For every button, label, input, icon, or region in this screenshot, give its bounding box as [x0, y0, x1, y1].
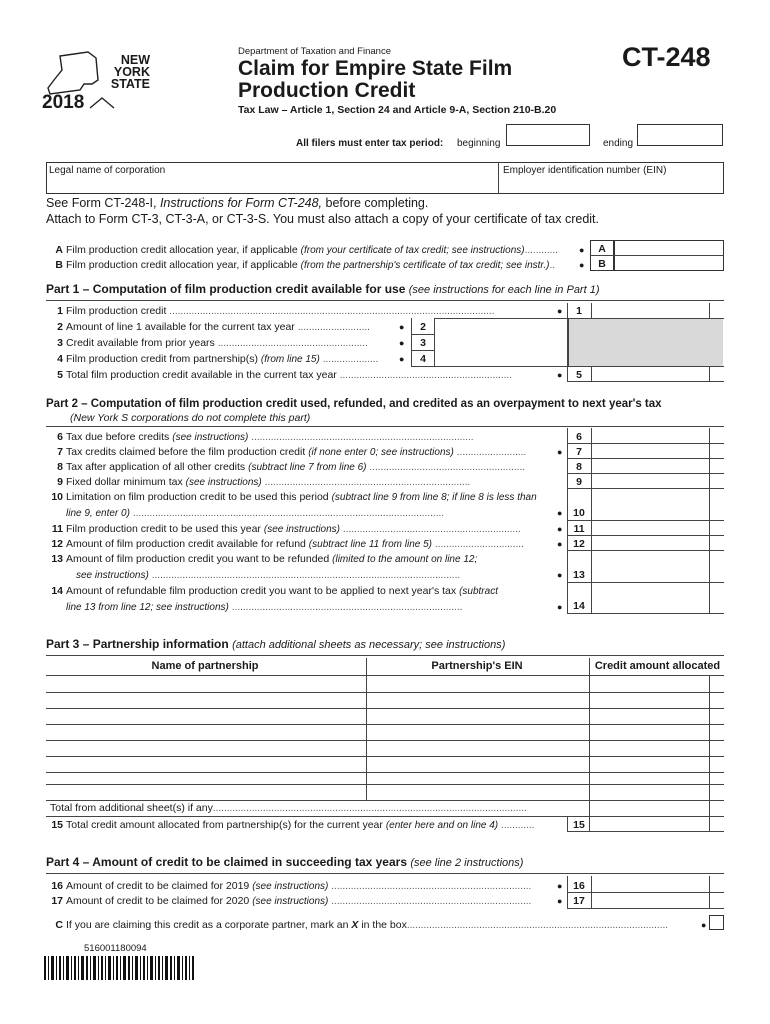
state-name-line3: STATE	[110, 77, 150, 91]
line14-amount-field[interactable]	[592, 583, 708, 613]
part4-line17	[46, 895, 558, 907]
leader-dots: ................................................................	[342, 524, 521, 535]
leader-dots: ...................................................................................	[231, 602, 463, 613]
line-text: If you are claiming this credit as a corporate partner, mark an	[66, 919, 349, 931]
allocation-line-b	[46, 259, 586, 271]
total-additional-sheets	[50, 802, 586, 814]
leader-dots: ............	[501, 820, 535, 831]
instructions-line2: Attach to Form CT-3, CT-3-A, or CT-3-S. You must also attach a copy of your certificate of tax credit.	[46, 212, 599, 226]
form-title-line2: Production Credit	[238, 79, 416, 102]
line13-box-number: 13	[573, 569, 585, 581]
bullet-icon: ●	[701, 920, 707, 930]
part1-line1	[46, 305, 558, 317]
line-text: Amount of film production credit you want to be refunded	[66, 553, 330, 565]
allocation-dots-a: ............	[524, 245, 558, 256]
part2-line7	[46, 446, 563, 458]
line-note: (from line 15)	[260, 354, 320, 365]
bullet-icon: ●	[557, 539, 563, 549]
leader-dots: ......................................................	[217, 338, 368, 349]
line-number: 1	[57, 305, 63, 317]
leader-dots: ................................	[434, 539, 524, 550]
table-row-rule	[567, 831, 724, 832]
part2-line14	[46, 585, 560, 597]
line-text: Amount of refundable film production credit you want to be applied to next year's tax	[66, 585, 457, 597]
bullet-icon: ●	[399, 322, 405, 332]
line-number: 10	[51, 491, 63, 503]
table-row[interactable]	[47, 741, 723, 756]
line-note: (subtract line 11 from line 5)	[308, 539, 432, 550]
line4-amount-field[interactable]	[435, 351, 566, 366]
line-number: 5	[57, 369, 63, 381]
table-row[interactable]	[47, 676, 723, 692]
line-text: Amount of credit to be claimed for 2020	[66, 895, 250, 907]
line-number: 12	[51, 538, 63, 550]
state-name-line1: NEW	[120, 53, 150, 67]
part1-line4	[46, 353, 396, 365]
line17-box-number: 17	[573, 895, 585, 907]
barcode-number: 516001180094	[84, 943, 147, 954]
bullet-icon: ●	[557, 896, 563, 906]
line-number: C	[55, 919, 63, 931]
allocation-divider	[590, 255, 614, 256]
part4-rule	[46, 873, 724, 874]
beginning-label: beginning	[457, 138, 501, 149]
bullet-icon: ●	[557, 306, 563, 316]
leader-dots: ........................................................................	[331, 896, 532, 907]
line2-box-number: 2	[420, 321, 426, 333]
line3-amount-field[interactable]	[435, 335, 566, 350]
line15-amount-field[interactable]	[592, 817, 708, 831]
line-number: 13	[51, 553, 63, 565]
leader-dots: .....................................................................................................................	[169, 306, 495, 317]
line15-box-number: 15	[573, 819, 585, 831]
line-text: Tax after application of all other credits	[66, 461, 246, 473]
line10-box-number: 10	[573, 507, 585, 519]
line-note: (limited to the amount on line 12;	[332, 554, 478, 565]
line-note: (see instructions)	[252, 881, 329, 892]
state-name	[96, 54, 150, 90]
bullet-icon: ●	[557, 602, 563, 612]
bullet-icon: ●	[557, 370, 563, 380]
line5-amount-field[interactable]	[592, 367, 708, 381]
line-text-x: X	[351, 919, 359, 931]
line7-box-number: 7	[576, 446, 582, 458]
line-note: (see instructions)	[172, 432, 249, 443]
leader-dots: .........................	[456, 447, 527, 458]
line16-box-number: 16	[573, 880, 585, 892]
total-additional-label: Total from additional sheet(s) if any	[50, 802, 213, 814]
line-text: Amount of line 1 available for the current tax year	[66, 321, 295, 333]
line9-amount-field[interactable]	[592, 474, 708, 488]
line1-box-number: 1	[576, 305, 582, 317]
line13-amount-field[interactable]	[592, 551, 708, 582]
line12-box-number: 12	[573, 538, 585, 550]
line-number: 6	[57, 431, 63, 443]
part3-line15	[46, 819, 562, 831]
part2-row-rule	[567, 613, 724, 614]
line10-amount-field[interactable]	[592, 489, 708, 520]
line-number: 9	[57, 476, 63, 488]
table-row[interactable]	[47, 709, 723, 724]
underline-swoosh	[88, 96, 116, 110]
form-number: CT-248	[622, 42, 711, 72]
leader-dots: ................................................................................	[251, 432, 474, 443]
line-note: (enter here and on line 4)	[385, 820, 499, 831]
ending-date-field[interactable]	[637, 124, 723, 146]
line-text: Total film production credit available in the current tax year	[66, 369, 337, 381]
allocation-note-b: (from the partnership's certificate of tax credit; see instr.)	[300, 260, 550, 271]
line-text: Total credit amount allocated from partnership(s) for the current year	[66, 819, 383, 831]
allocation-text-b: Film production credit allocation year, if applicable	[66, 259, 298, 271]
instructions-line1	[46, 196, 428, 210]
legal-name-label: Legal name of corporation	[49, 165, 166, 176]
line15-num-left	[567, 816, 568, 831]
instructions-line1-post: before completing.	[325, 196, 429, 210]
line-text: Film production credit	[66, 305, 167, 317]
line6-box-number: 6	[576, 431, 582, 443]
line8-box-number: 8	[576, 461, 582, 473]
line-text: Tax credits claimed before the film production credit	[66, 446, 306, 458]
part2-line10	[46, 491, 560, 503]
department-name: Department of Taxation and Finance	[238, 46, 391, 57]
line-note: (if none enter 0; see instructions)	[308, 447, 454, 458]
part2-line8	[46, 461, 560, 473]
part4-heading	[46, 855, 523, 869]
tax-law-reference: Tax Law – Article 1, Section 24 and Article 9-A, Section 210-B.20	[238, 104, 557, 116]
leader-dots: ..........................	[297, 322, 370, 333]
line7-amount-field[interactable]	[592, 444, 708, 458]
line2-amount-field[interactable]	[435, 319, 566, 334]
line-note: (subtract	[459, 586, 498, 597]
col-header-name: Name of partnership	[151, 660, 259, 672]
part1-title: Part 1 – Computation of film production credit available for use	[46, 282, 406, 296]
table-row[interactable]	[47, 693, 723, 708]
col-header-amount: Credit amount allocated	[594, 660, 721, 672]
line-number: 3	[57, 337, 63, 349]
part4-row-rule	[567, 908, 724, 909]
allocation-code-a: A	[55, 244, 63, 256]
part4-subtitle: (see line 2 instructions)	[410, 857, 524, 869]
identity-divider	[498, 162, 499, 194]
allocation-note-a: (from your certificate of tax credit; see instructions)	[300, 245, 525, 256]
part2-line10-cont	[66, 507, 558, 519]
line-note: (subtract line 7 from line 6)	[248, 462, 367, 473]
tax-period-label: All filers must enter tax period:	[296, 138, 444, 149]
line-note: (subtract line 9 from line 8; if line 8 is less than	[331, 492, 537, 503]
line11-box-number: 11	[573, 523, 585, 535]
bullet-icon: ●	[557, 447, 563, 457]
line-number: 7	[57, 446, 63, 458]
table-row[interactable]	[47, 785, 723, 800]
form-title-line1: Claim for Empire State Film	[238, 57, 513, 80]
bullet-icon: ●	[399, 354, 405, 364]
allocation-line-a	[46, 244, 586, 256]
allocation-box-label-b: B	[598, 258, 606, 270]
leader-dots: ........................................................................	[331, 881, 532, 892]
leader-dots: .................................................................................................................	[212, 803, 527, 814]
line17-amount-field[interactable]	[592, 893, 708, 908]
bullet-icon: ●	[557, 881, 563, 891]
part4-lineC	[46, 919, 698, 931]
line-number: 2	[57, 321, 63, 333]
part4-line16	[46, 880, 558, 892]
leader-dots: ..............................................................	[339, 370, 512, 381]
col-header-ein: Partnership's EIN	[431, 660, 523, 672]
part2-line12	[46, 538, 563, 550]
allocation-text-a: Film production credit allocation year, if applicable	[66, 244, 298, 256]
line-number: 8	[57, 461, 63, 473]
line5-box-number: 5	[576, 369, 582, 381]
leader-dots: ................................................................................................................	[132, 508, 445, 519]
corporate-partner-checkbox[interactable]	[709, 915, 724, 930]
bullet-icon: ●	[579, 245, 585, 255]
part1-row-rule	[411, 334, 434, 335]
state-name-line2: YORK	[113, 65, 150, 79]
line6-amount-field[interactable]	[592, 429, 708, 443]
part1-line2	[46, 321, 396, 333]
line-number: 4	[57, 353, 63, 365]
form-title	[238, 58, 512, 102]
part1-subtitle: (see instructions for each line in Part 1)	[408, 284, 600, 296]
line-note: (see instructions)	[185, 477, 262, 488]
part1-rule	[46, 300, 724, 301]
part2-line13	[46, 553, 560, 565]
line11-amount-field[interactable]	[592, 521, 708, 535]
line-number: 16	[51, 880, 63, 892]
line1-amount-field[interactable]	[592, 304, 708, 317]
form-year: 2018	[42, 92, 85, 113]
line-note: (see instructions)	[252, 896, 329, 907]
line8-amount-field[interactable]	[592, 459, 708, 473]
line-note: (see instructions)	[263, 524, 340, 535]
allocation-year-b-field[interactable]	[615, 256, 723, 270]
line-note-cont: see instructions)	[76, 570, 149, 581]
part2-rule	[46, 426, 724, 427]
part1-inner-col	[411, 318, 412, 366]
leader-dots: ..........................................................................	[264, 477, 471, 488]
total-additional-amount-field[interactable]	[590, 801, 708, 816]
part1-shaded-area	[568, 318, 723, 366]
part2-heading	[46, 398, 662, 410]
bullet-icon: ●	[557, 508, 563, 518]
part3-title: Part 3 – Partnership information	[46, 637, 229, 651]
line9-box-number: 9	[576, 476, 582, 488]
bullet-icon: ●	[399, 338, 405, 348]
line16-amount-field[interactable]	[592, 877, 708, 892]
instructions-line1-pre: See Form CT-248-I,	[46, 196, 157, 210]
ein-label: Employer identification number (EIN)	[503, 165, 667, 176]
barcode	[44, 956, 194, 980]
line-text: Credit available from prior years	[66, 337, 215, 349]
allocation-dots-b: ..	[549, 260, 556, 271]
ein-field[interactable]	[500, 176, 722, 193]
part4-title: Part 4 – Amount of credit to be claimed in succeeding tax years	[46, 855, 407, 869]
line-number: 15	[51, 819, 63, 831]
line-text: Amount of film production credit available for refund	[66, 538, 306, 550]
line-text: Film production credit from partnership(s)	[66, 353, 258, 365]
allocation-year-a-field[interactable]	[615, 241, 723, 255]
line-text: Fixed dollar minimum tax	[66, 476, 183, 488]
line4-box-number: 4	[420, 353, 426, 365]
part2-subtitle: (New York S corporations do not complete this part)	[70, 412, 311, 424]
table-row[interactable]	[47, 725, 723, 740]
line-number: 11	[51, 523, 63, 535]
part2-line9	[46, 476, 560, 488]
part2-title: Part 2 – Computation of film production credit used, refunded, and credited as an overpayment to next year's tax	[46, 398, 662, 410]
line12-amount-field[interactable]	[592, 536, 708, 550]
part1-line3	[46, 337, 396, 349]
beginning-date-field[interactable]	[506, 124, 590, 146]
part2-line13-cont	[76, 569, 558, 581]
line-text: Tax due before credits	[66, 431, 170, 443]
part3-subtitle: (attach additional sheets as necessary; see instructions)	[232, 639, 506, 651]
line14-box-number: 14	[573, 600, 585, 612]
allocation-box-label-a: A	[598, 243, 606, 255]
part1-row-rule	[411, 350, 434, 351]
legal-name-field[interactable]	[48, 176, 496, 193]
bullet-icon: ●	[557, 570, 563, 580]
leader-dots: ...............................................................................................................	[151, 570, 461, 581]
part1-row-rule	[567, 381, 724, 382]
bullet-icon: ●	[557, 524, 563, 534]
table-row[interactable]	[47, 757, 723, 772]
part1-heading	[46, 282, 600, 296]
line-number: 14	[51, 585, 63, 597]
table-row[interactable]	[47, 773, 723, 784]
line-text: Limitation on film production credit to be used this period	[66, 491, 329, 503]
part2-line11	[46, 523, 563, 535]
leader-dots: ....................	[322, 354, 379, 365]
line-text: Amount of credit to be claimed for 2019	[66, 880, 250, 892]
leader-dots: ..............................................................................................	[406, 920, 669, 931]
line-text-post: in the box	[361, 919, 407, 931]
part3-rule	[46, 655, 724, 656]
line3-box-number: 3	[420, 337, 426, 349]
part2-line6	[46, 431, 560, 443]
line-note-cont: line 13 from line 12; see instructions)	[66, 602, 229, 613]
part2-line14-cont	[66, 601, 558, 613]
line-text: Film production credit to be used this year	[66, 523, 261, 535]
bullet-icon: ●	[579, 260, 585, 270]
line-number: 17	[51, 895, 63, 907]
part1-line5	[46, 369, 558, 381]
allocation-code-b: B	[55, 259, 63, 271]
line-note-cont: line 9, enter 0)	[66, 508, 130, 519]
instructions-link-ct248i: Instructions for Form CT-248,	[159, 196, 323, 210]
part3-heading	[46, 637, 505, 651]
ending-label: ending	[603, 138, 634, 149]
leader-dots: ........................................................	[369, 462, 526, 473]
